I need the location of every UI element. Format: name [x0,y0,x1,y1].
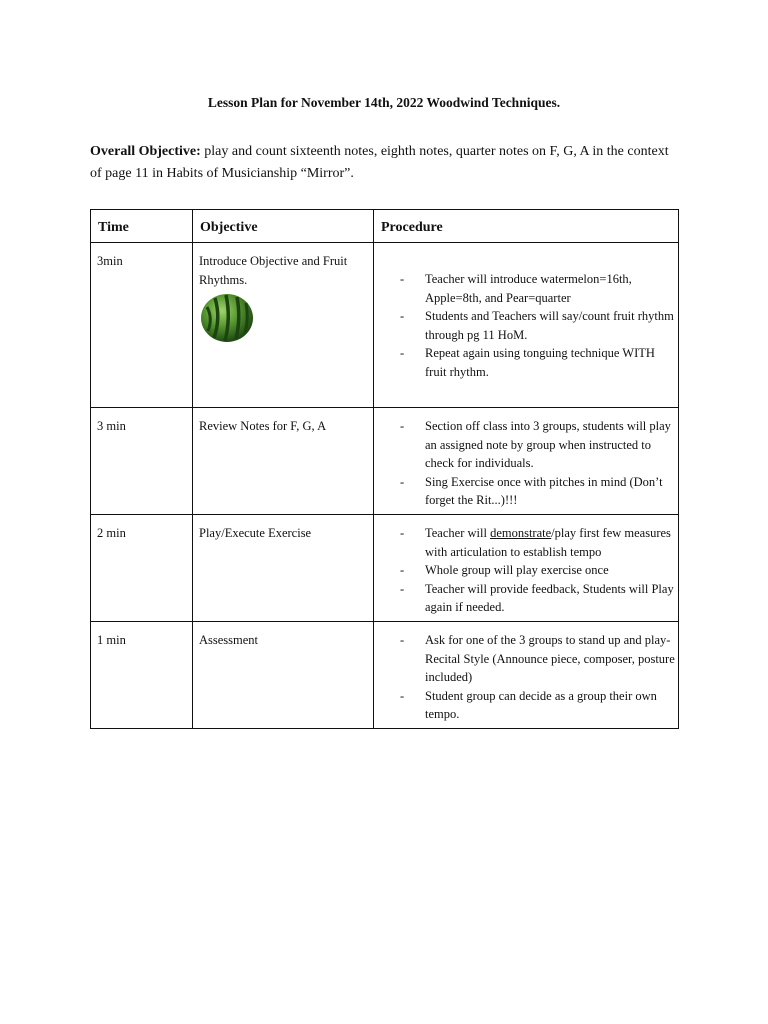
objective-value: Introduce Objective and Fruit Rhythms. [199,254,348,287]
list-item [374,687,678,724]
procedure-list [374,417,678,510]
bullet-dash: - [400,419,405,433]
procedure-step-start: Teacher will [425,526,491,540]
time-value: 3min [97,254,123,268]
list-item [374,417,678,473]
procedure-step: Teacher will introduce watermelon=16th, Apple=8th, and Pear=quarter [425,272,632,305]
header-objective: Objective [193,210,374,243]
objective-cell [193,515,374,622]
objective-value: Assessment [199,633,259,647]
watermelon-image [199,293,253,343]
procedure-step: Student group can decide as a group their own tempo. [425,688,657,721]
bullet-dash: - [400,346,405,360]
objective-value: Review Notes for F, G, A [199,419,327,433]
list-item [374,270,678,307]
bullet-dash: - [400,526,405,540]
time-value: 3 min [97,419,126,433]
procedure-step: Students and Teachers will say/count fruit rhythm through pg 11 HoM. [425,309,674,342]
objective-cell [193,243,374,408]
table-row [91,622,679,729]
table-row [91,408,679,515]
time-value: 1 min [97,633,126,647]
lesson-plan-table [90,209,679,729]
list-item [374,580,678,617]
procedure-step: Whole group will play exercise once [425,563,609,577]
procedure-cell [374,408,679,515]
procedure-step: Sing Exercise once with pitches in mind (Don’t forget the Rit...)!!! [425,474,663,507]
procedure-list [374,524,678,617]
header-time: Time [91,210,193,243]
objective-value: Play/Execute Exercise [199,526,312,540]
objective-cell [193,622,374,729]
objective-text: play and count sixteenth notes, eighth notes, quarter notes on F, G, A in the context of page 11 in Habits of Musicianship “Mirror”. [90,144,669,181]
bullet-dash: - [400,688,405,703]
bullet-dash: - [400,272,405,286]
bullet-dash: - [400,633,405,647]
list-item [374,473,678,510]
objective-label: Overall Objective: [90,144,201,159]
table-row [91,243,679,408]
list-item [374,524,678,561]
underlined-word: demonstrate [490,526,552,540]
time-cell [91,243,193,408]
table-header-row [91,210,679,243]
bullet-dash: - [400,581,405,596]
procedure-list [374,631,678,724]
list-item [374,631,678,687]
procedure-step: Teacher will provide feedback, Students will Play again if needed. [425,581,674,614]
bullet-dash: - [400,563,405,577]
table-row [91,515,679,622]
procedure-step: Section off class into 3 groups, students will play an assigned note by group when instructed to check for individuals. [425,419,671,470]
time-cell [91,622,193,729]
procedure-step: Ask for one of the 3 groups to stand up and play-Recital Style (Announce piece, composer, posture included) [425,633,675,684]
overall-objective [90,141,680,185]
procedure-cell [374,515,679,622]
procedure-step-end: /play first few measures with articulation to establish tempo [425,526,671,559]
procedure-list [374,270,678,381]
document-title: Lesson Plan for November 14th, 2022 Woodwind Techniques. [207,95,561,110]
objective-cell [193,408,374,515]
list-item [374,344,678,381]
bullet-dash: - [400,309,405,323]
time-cell [91,408,193,515]
procedure-step: Repeat again using tonguing technique WITH fruit rhythm. [425,346,655,379]
time-value: 2 min [97,526,126,540]
list-item [374,307,678,344]
time-cell [91,515,193,622]
procedure-cell [374,622,679,729]
procedure-cell [374,243,679,408]
list-item [374,561,678,580]
header-procedure: Procedure [374,210,679,243]
bullet-dash: - [400,474,405,489]
